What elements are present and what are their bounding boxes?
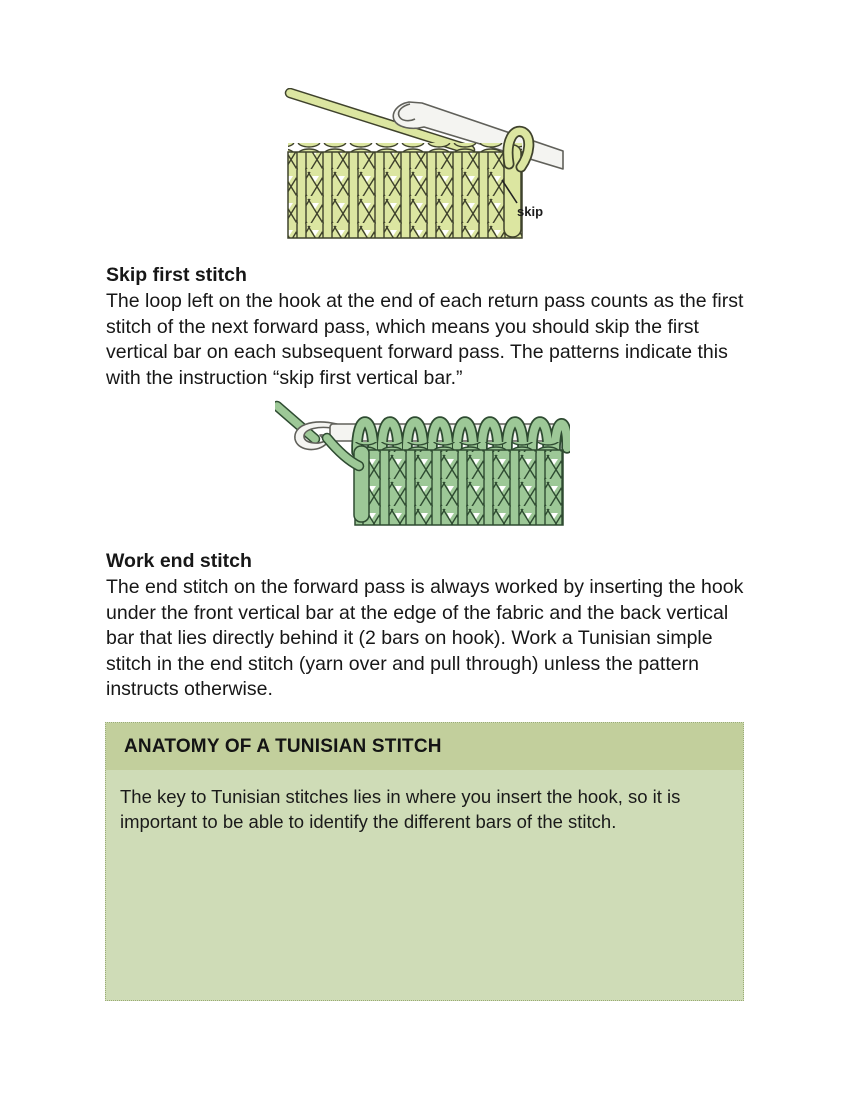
skip-first-stitch-illustration [270,88,570,243]
work-end-stitch-illustration [275,398,570,530]
anatomy-box-body: The key to Tunisian stitches lies in where you insert the hook, so it is important to be able to identify the different bars of the stitch. [120,786,681,832]
section-body-skip-first-stitch: The loop left on the hook at the end of each return pass counts as the first stitch of the next forward pass, which means you should skip the first vertical bar on each subsequent forward pass. The patterns indicate this with the instruction “skip first vertical bar.” [106,290,744,389]
anatomy-box-header [106,723,743,770]
fabric-swatch-icon [288,143,522,238]
anatomy-box-title: ANATOMY OF A TUNISIAN STITCH [124,735,442,757]
fabric-swatch-icon [354,442,563,525]
section-heading-skip-first-stitch: Skip first stitch [106,264,247,286]
section-body-work-end-stitch: The end stitch on the forward pass is always worked by inserting the hook under the front vertical bar at the edge of the fabric and the back vertical bar that lies directly behind it (2 bars on hook). Work a Tunisian simple stitch in the end stitch (yarn over and pull through) unless the pattern instructs otherwise. [106,576,744,701]
anatomy-sidebar-box [105,722,744,1001]
skip-label: skip [517,204,544,219]
section-heading-work-end-stitch: Work end stitch [106,550,252,572]
